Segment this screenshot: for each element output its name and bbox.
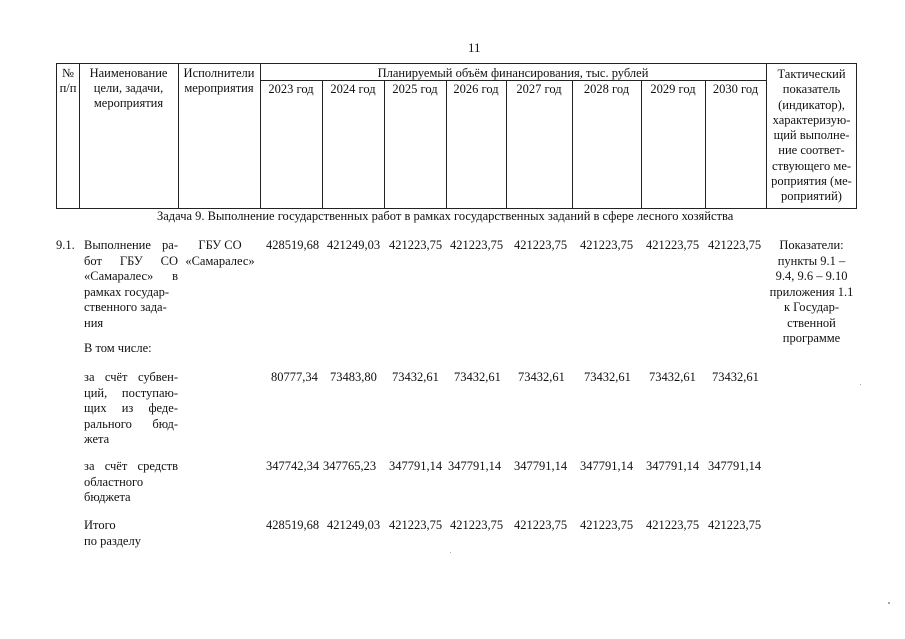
value-cell: 421249,03 bbox=[327, 238, 381, 252]
value-cell: 347791,14 bbox=[580, 459, 634, 473]
value-cell: 421223,75 bbox=[646, 518, 700, 532]
scan-speck bbox=[860, 384, 861, 385]
value-cell: 421223,75 bbox=[708, 238, 762, 252]
header-year: 2026 год bbox=[453, 82, 499, 96]
value-cell: 73432,61 bbox=[454, 370, 501, 384]
row-name: за счёт средств областного бюджета bbox=[84, 459, 178, 504]
header-year: 2030 год bbox=[712, 82, 759, 96]
row-name: за счёт субвен- ций, поступаю- щих из феде- рального бюд- жета bbox=[84, 370, 178, 446]
page-number: 11 bbox=[468, 40, 481, 55]
header-plan: Планируемый объём финансирования, тыс. рублей bbox=[377, 66, 649, 80]
row-name: В том числе: bbox=[84, 341, 152, 355]
value-cell: 428519,68 bbox=[266, 518, 320, 532]
value-cell: 421223,75 bbox=[708, 518, 762, 532]
value-cell: 73483,80 bbox=[330, 370, 377, 384]
header-year: 2023 год bbox=[268, 82, 314, 96]
header-name: Наименование цели, задачи, мероприятия bbox=[89, 66, 168, 110]
value-cell: 347791,14 bbox=[646, 459, 700, 473]
row-number: 9.1. bbox=[56, 238, 75, 252]
header-indicator: Тактический показатель (индикатор), характеризую- щий выполне- ние соответ- ствующего ме- роприятия (ме- роприятий) bbox=[771, 67, 852, 204]
value-cell: 347791,14 bbox=[708, 459, 762, 473]
value-cell: 421223,75 bbox=[514, 518, 568, 532]
header-year: 2029 год bbox=[650, 82, 696, 96]
value-cell: 347791,14 bbox=[389, 459, 443, 473]
header-year: 2028 год bbox=[583, 82, 630, 96]
value-cell: 421223,75 bbox=[450, 238, 504, 252]
value-cell: 421223,75 bbox=[389, 238, 443, 252]
value-cell: 347765,23 bbox=[323, 459, 377, 473]
row-indicator: Показатели: пункты 9.1 – 9.4, 9.6 – 9.10 приложения 1.1 к Государ- ственной программе bbox=[769, 238, 854, 345]
value-cell: 73432,61 bbox=[518, 370, 565, 384]
value-cell: 73432,61 bbox=[584, 370, 631, 384]
header-year: 2024 год bbox=[330, 82, 376, 96]
row-executor: ГБУ СО «Самаралес» bbox=[185, 238, 255, 268]
value-cell: 421223,75 bbox=[646, 238, 700, 252]
value-cell: 421223,75 bbox=[450, 518, 504, 532]
header-year: 2025 год bbox=[392, 82, 438, 96]
value-cell: 347791,14 bbox=[514, 459, 568, 473]
value-cell: 347791,14 bbox=[448, 459, 502, 473]
value-cell: 421223,75 bbox=[514, 238, 568, 252]
row-name: Итого по разделу bbox=[84, 518, 141, 548]
value-cell: 421223,75 bbox=[580, 518, 634, 532]
value-cell: 421223,75 bbox=[389, 518, 443, 532]
value-cell: 73432,61 bbox=[392, 370, 439, 384]
value-cell: 421223,75 bbox=[580, 238, 634, 252]
header-executors: Исполнители мероприятия bbox=[183, 66, 255, 95]
scan-speck bbox=[888, 602, 890, 604]
scan-speck bbox=[450, 552, 451, 553]
value-cell: 421249,03 bbox=[327, 518, 381, 532]
row-name: Выполнение ра- бот ГБУ СО «Самаралес» в рамках государ- ственного зада- ния bbox=[84, 238, 178, 330]
value-cell: 428519,68 bbox=[266, 238, 320, 252]
value-cell: 73432,61 bbox=[712, 370, 759, 384]
value-cell: 80777,34 bbox=[271, 370, 318, 384]
task-title: Задача 9. Выполнение государственных работ в рамках государственных заданий в сфере лесного хозяйства bbox=[157, 209, 734, 223]
header-num: № п/п bbox=[59, 66, 77, 95]
value-cell: 73432,61 bbox=[649, 370, 696, 384]
value-cell: 347742,34 bbox=[266, 459, 320, 473]
header-year: 2027 год bbox=[516, 82, 562, 96]
